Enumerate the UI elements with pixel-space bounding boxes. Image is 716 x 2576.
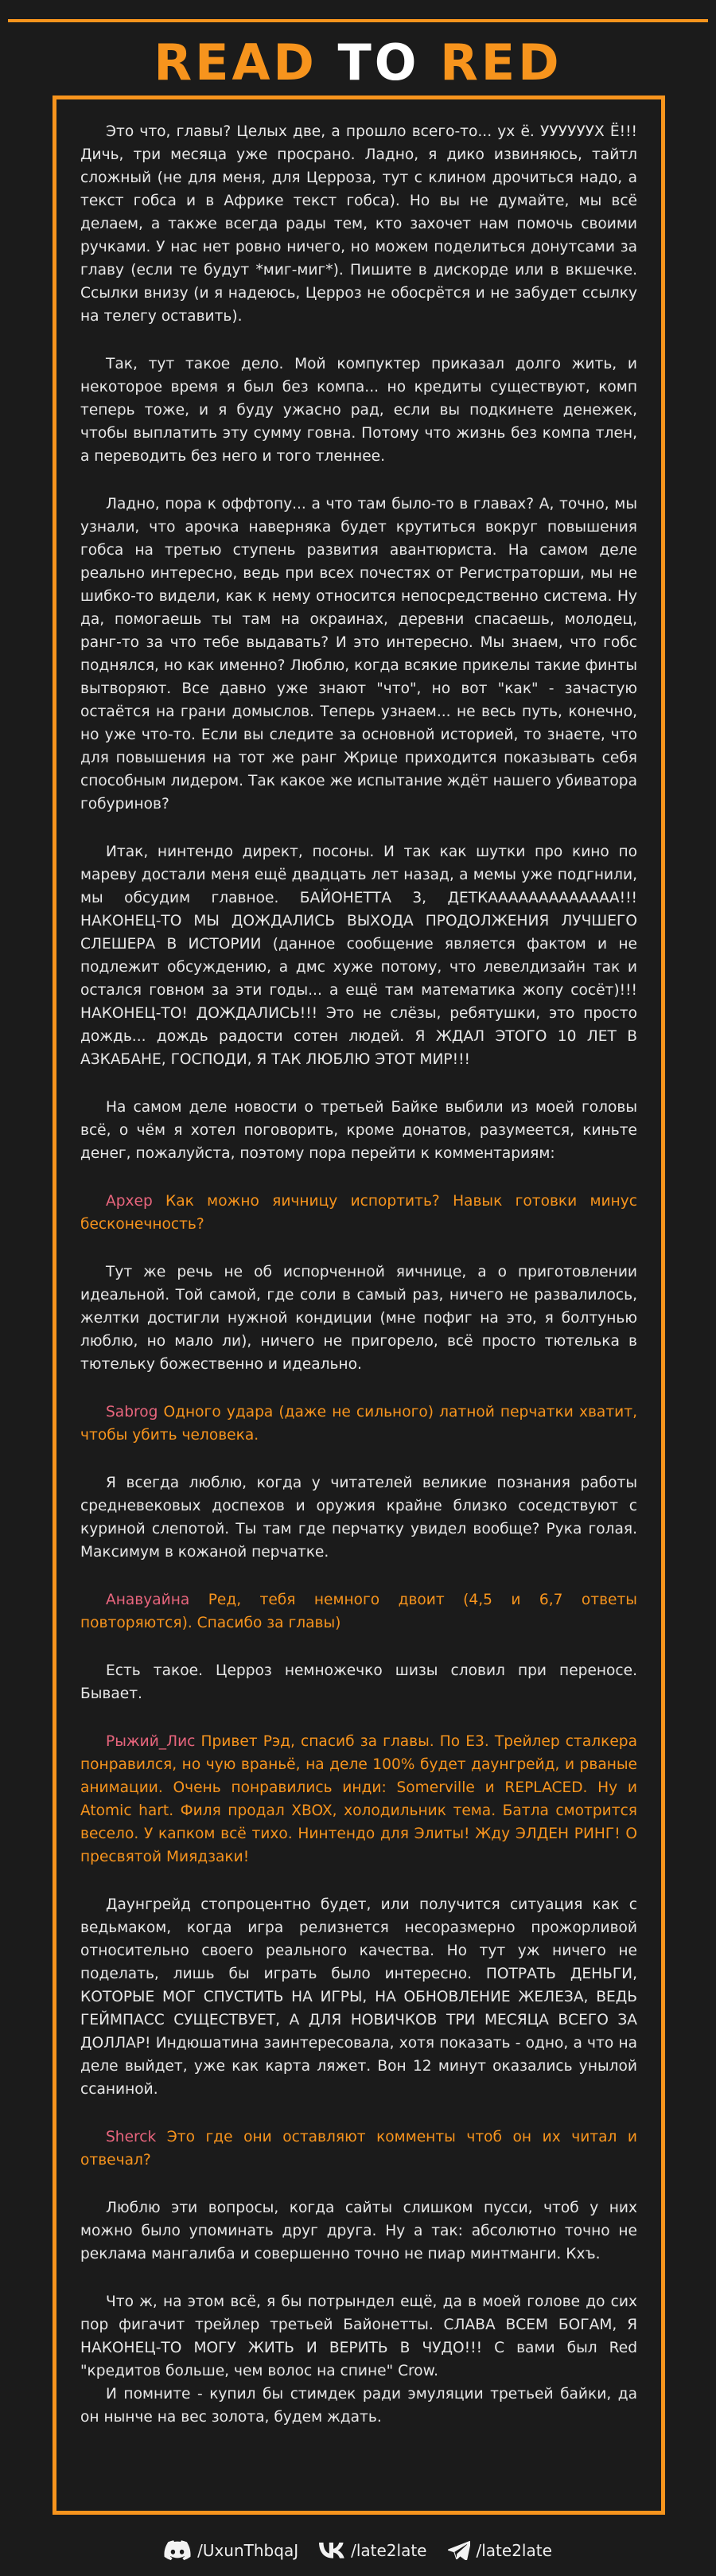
paragraph-intro: Это что, главы? Целых две, а прошло всего-то... ух ё. УУУУУУХ Ё!!! Дичь, три месяца уже просрано. Ладно, я дико извиняюсь, тайтл сложный (не для меня, для Церроза, тут с клином дрочиться надо, а текст гобса и в Африке текст гобса). Но вы не думайте, мы всё делаем, а также всегда рады тем, кто захочет нам помочь своими ручками. У нас нет ровно ничего, но можем поделиться донутсами за главу (если те будут *миг-миг*). Пишите в дискорде или в вкшечке. Ссылки внизу (и я надеюсь, Церроз не обосрётся и не забудет ссылку на телегу оставить).	[80, 123, 637, 325]
telegram-link[interactable]	[448, 2541, 552, 2560]
telegram-icon	[448, 2541, 470, 2560]
comment-2	[80, 1401, 637, 1447]
comment-text: Привет Рэд, спасиб за главы. По Е3. Трейлер сталкера понравился, но чую враньё, на деле 100% будет даунгрейд, и рваные анимации. Очень понравились инди: Somerville и REPLACED. Ну и Atomic hart. Филя продал XBOX, холодильник тема. Батла смотрится весело. У капком всё тихо. Нинтендо для Элиты! Жду ЭЛДЕН РИНГ! О пресвятой Миядзаки!	[80, 1733, 637, 1865]
comment-4	[80, 1730, 637, 1869]
comment-text: Это где они оставляют комменты чтоб он их читал и отвечал?	[80, 2129, 637, 2169]
comment-author: Sabrog	[106, 1404, 158, 1421]
discord-link[interactable]	[164, 2540, 298, 2561]
comment-1	[80, 1190, 637, 1236]
reply-5: Люблю эти вопросы, когда сайты слишком пусси, чтоб у них можно было упоминать друг друга. Ну а так: абсолютно точно не реклама мангалиба и совершенно точно не пиар минтманги. Кхъ.	[80, 2200, 637, 2262]
comment-text: Как можно яичницу испортить? Навык готовки минус бесконечность?	[80, 1193, 637, 1233]
reply-4: Даунгрейд стопроцентно будет, или получится ситуация как с ведьмаком, когда игра релизнется несоразмерно прожорливой относительно своего реального качества. Но тут уж ничего не поделать, лишь бы играть было интересно. ПОТРАТЬ ДЕНЬГИ, КОТОРЫЕ МОГ СПУСТИТЬ НА ИГРЫ, НА ОБНОВЛЕНИЕ ЖЕЛЕЗА, ВЕДЬ ГЕЙМПАСС СУЩЕСТВУЕТ, А ДЛЯ НОВИЧКОВ ТРИ МЕСЯЦА ВСЕГО ЗА ДОЛЛАР! Индюшатина заинтересовала, хотя показать - одно, а что на деле выйдет, уже как карта ляжет. Вон 12 минут оказались унылой ссаниной.	[80, 1896, 637, 2098]
comment-author: Рыжий_Лис	[106, 1733, 196, 1750]
paragraph-offtopic: Ладно, пора к оффтопу... а что там было-то в главах? А, точно, мы узнали, что арочка наверняка будет крутиться вокруг повышения гобса на третью ступень развития авантюриста. На самом деле реально интересно, ведь при всех почестях от Регистраторши, мы не шибко-то видели, как к нему относится непосредственно система. Ну да, помогаешь ты там на окраинах, деревни спасаешь, молодец, ранг-то за что тебе выдавать? И это интересно. Мы знаем, что гобс поднялся, но как именно? Люблю, когда всякие прикелы такие финты вытворяют. Все давно уже знают "что", но вот "как" - зачастую остаётся на грани домыслов. Теперь узнаем... не весь путь, конечно, но уже что-то. Если вы следите за основной историей, то знаете, что для повышения на тот же ранг Жрице приходится показывать себя способным лидером. Так какое же испытание ждёт нашего убиватора гобуринов?	[80, 496, 637, 813]
comment-text: Одного удара (даже не сильного) латной перчатки хватит, чтобы убить человека.	[80, 1404, 637, 1444]
discord-icon	[164, 2540, 191, 2561]
paragraph-closing: И помните - купил бы стимдек ради эмуляции третьей байки, да он нынче на вес золота, будем ждать.	[80, 2386, 637, 2426]
footer-links	[0, 2540, 716, 2561]
vk-handle: /late2late	[351, 2541, 427, 2560]
top-divider	[8, 19, 708, 22]
reply-2: Я всегда люблю, когда у читателей великие познания работы средневековых доспехов и оружия крайне близко соседствуют с куриной слепотой. Ты там где перчатку увидел вообще? Рука голая. Максимум в кожаной перчатке.	[80, 1475, 637, 1561]
comment-author: Архер	[106, 1193, 153, 1210]
vk-icon	[319, 2543, 344, 2558]
paragraph-comments-intro: На самом деле новости о третьей Байке выбили из моей головы всё, о чём я хотел поговорить, кроме донатов, разумеется, киньте денег, пожалуйста, поэтому пора перейти к комментариям:	[80, 1099, 637, 1162]
brand-word-red: RED	[419, 33, 562, 92]
paragraph-outro: Что ж, на этом всё, я бы потрындел ещё, да в моей голове до сих пор фигачит трейлер третьей Байонетты. СЛАВА ВСЕМ БОГАМ, Я НАКОНЕЦ-ТО МОГУ ЖИТЬ И ВЕРИТЬ В ЧУДО!!! С вами был Red "кредитов больше, чем волос на спине" Crow.	[80, 2293, 637, 2379]
reply-1: Тут же речь не об испорченной яичнице, а о приготовлении идеальной. Той самой, где соли в самый раз, ничего не развалилось, желтки достигли нужной кондиции (мне пофиг на это, я болтунью люблю, но мало ли), ничего не пригорело, всё просто тютелька в тютельку божественно и идеально.	[80, 1264, 637, 1373]
paragraph-nintendo: Итак, нинтендо директ, посоны. И так как шутки про кино по мареву достали меня ещё двадцать лет назад, а мемы уже подгнили, мы обсудим главное. БАЙОНЕТТА 3, ДЕТКААААААААААААА!!! НАКОНЕЦ-ТО МЫ ДОЖДАЛИСЬ ВЫХОДА ПРОДОЛЖЕНИЯ ЛУЧШЕГО СЛЕШЕРА В ИСТОРИИ (данное сообщение является фактом и не подлежит обсуждению, а дмс хуже потому, что левелдизайн так и остался говном за эти годы... а ещё там математика жопу сосёт)!!! НАКОНЕЦ-ТО! ДОЖДАЛИСЬ!!! Это не слёзы, ребятушки, это просто дождь... дождь радости сотен людей. Я ЖДАЛ ЭТОГО 10 ЛЕТ В АЗКАБАНЕ, ГОСПОДИ, Я ТАК ЛЮБЛЮ ЭТОТ МИР!!!	[80, 844, 637, 1068]
comment-text: Ред, тебя немного двоит (4,5 и 6,7 ответы повторяются). Спасибо за главы)	[80, 1592, 637, 1631]
paragraph-computer: Так, тут такое дело. Мой компуктер приказал долго жить, и некоторое время я был без компа... но кредиты существуют, комп теперь тоже, и я буду ужасно рад, если вы подкинете денежек, чтобы выплатить эту сумму говна. Потому что жизнь без компа тлен, а переводить без него и того тленнее.	[80, 356, 637, 465]
brand-word-to: TO	[337, 33, 420, 92]
comment-5	[80, 2126, 637, 2172]
reply-3: Есть такое. Церроз немножечко шизы словил при переносе. Бывает.	[80, 1662, 637, 1702]
comment-3	[80, 1588, 637, 1635]
comment-author: Анавуайна	[106, 1592, 190, 1608]
telegram-handle: /late2late	[476, 2541, 552, 2560]
brand-word-read: READ	[154, 33, 338, 92]
comment-author: Sherck	[106, 2129, 157, 2145]
brand-logo	[0, 35, 716, 91]
article-frame	[53, 95, 665, 2515]
discord-handle: /UxunThbqaJ	[197, 2541, 299, 2560]
vk-link[interactable]	[319, 2541, 426, 2560]
